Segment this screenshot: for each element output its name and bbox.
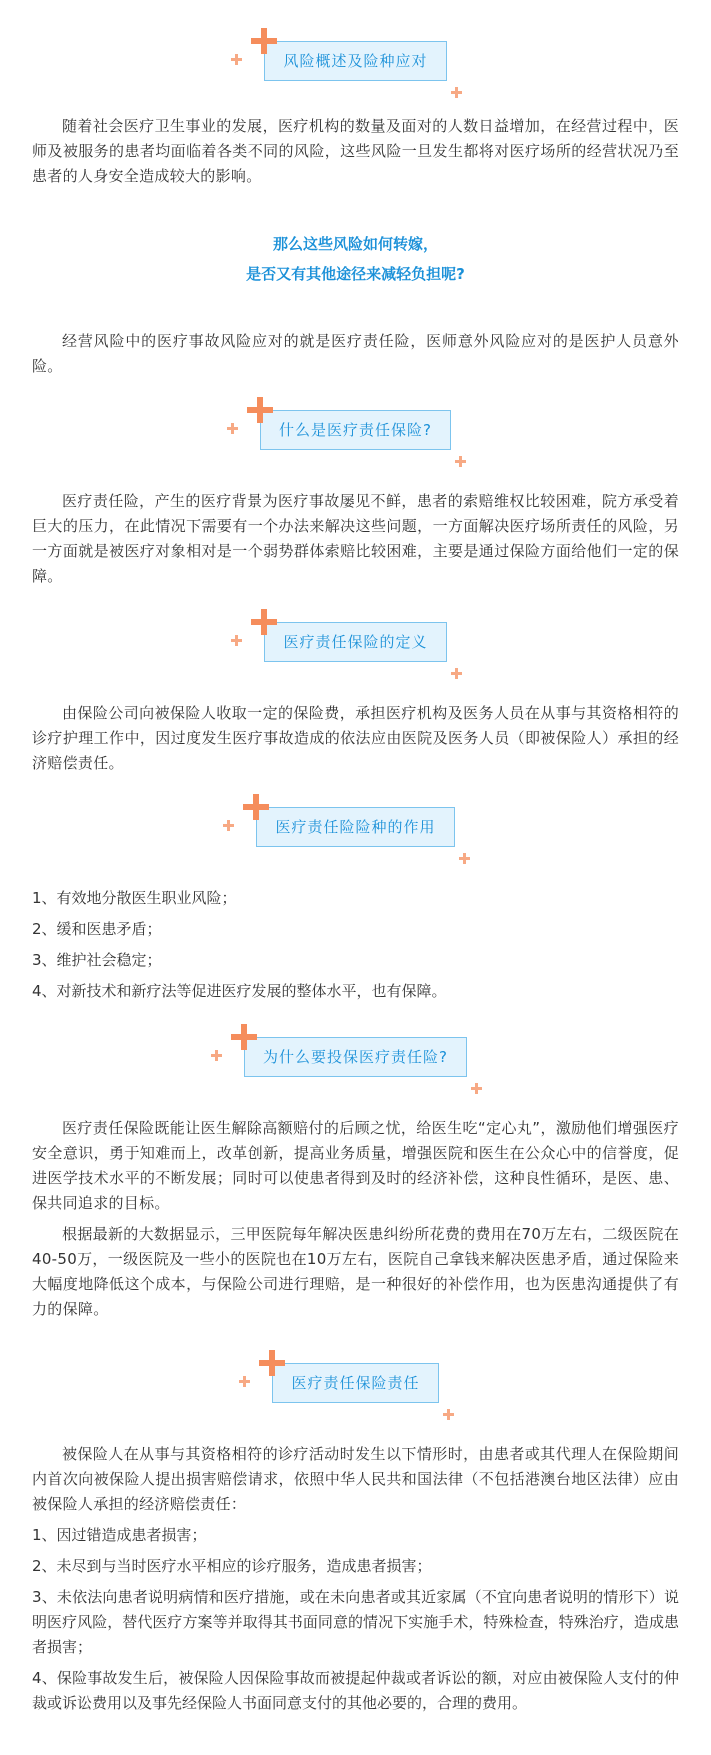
paragraph: 医疗责任保险既能让医生解除高额赔付的后顾之忧，给医生吃“定心丸”，激励他们增强医疗安全意识，勇于知难而上，改革创新，提高业务质量，增强医院和医生在公众心中的信誉度，促进医学技术水平的不断发展；同时可以使患者得到及时的经济补偿，这种良性循环，是医、患、保共同追求的目标。	[32, 1119, 679, 1212]
list-item: 4、保险事故发生后，被保险人因保险事故而被提起仲裁或者诉讼的额，对应由被保险人支付的仲裁或诉讼费用以及事先经保险人书面同意支付的其他必要的，合理的费用。	[32, 1669, 679, 1712]
list-item: 3、未依法向患者说明病情和医疗措施，或在未向患者或其近家属（不宜向患者说明的情形下）说明医疗风险，替代医疗方案等并取得其书面同意的情况下实施手术，特殊检查，特殊治疗，造成患者损害；	[32, 1588, 679, 1656]
plus-icon	[455, 456, 466, 467]
section-heading-box	[260, 410, 451, 450]
plus-icon	[231, 54, 242, 65]
list-item: 2、缓和医患矛盾；	[32, 920, 162, 938]
plus-icon	[239, 1376, 250, 1387]
section-heading-risk-overview	[32, 22, 679, 100]
plus-icon	[223, 820, 234, 831]
plus-icon	[227, 423, 238, 434]
plus-icon	[211, 1050, 222, 1061]
section-heading-box	[256, 807, 454, 847]
paragraph: 由保险公司向被保险人收取一定的保险费，承担医疗机构及医务人员在从事与其资格相符的诊疗护理工作中，因过度发生医疗事故造成的依法应由医院及医务人员（即被保险人）承担的经济赔偿责任。	[32, 704, 679, 772]
plus-icon	[451, 668, 462, 679]
section-heading-definition	[32, 603, 679, 681]
section-title: 风险概述及险种应对	[283, 52, 428, 70]
plus-icon	[231, 1024, 257, 1050]
question-line: 是否又有其他途径来减轻负担呢?	[246, 265, 465, 283]
paragraph: 经营风险中的医疗事故风险应对的就是医疗责任险，医师意外风险应对的是医护人员意外险。	[32, 332, 679, 375]
section-heading-box	[264, 41, 446, 81]
paragraph: 被保险人在从事与其资格相符的诊疗活动时发生以下情形时，由患者或其代理人在保险期间内首次向被保险人提出损害赔偿请求，依照中华人民共和国法律（不包括港澳台地区法律）应由被保险人承担的经济赔偿责任：	[32, 1445, 679, 1513]
section-title: 为什么要投保医疗责任险?	[263, 1048, 448, 1066]
section-heading-box	[244, 1037, 467, 1077]
plus-icon	[451, 87, 462, 98]
plus-icon	[259, 1350, 285, 1376]
section-title: 医疗责任保险的定义	[283, 633, 428, 651]
paragraph: 根据最新的大数据显示，三甲医院每年解决医患纠纷所花费的费用在70万左右，二级医院在40-50万，一级医院及一些小的医院也在10万左右，医院自己拿钱来解决医患矛盾，通过保险来大幅度地降低这个成本，与保险公司进行理赔，是一种很好的补偿作用，也为医患沟通提供了有力的保障。	[32, 1225, 679, 1318]
list-item: 2、未尽到与当时医疗水平相应的诊疗服务，造成患者损害；	[32, 1557, 432, 1575]
section-title: 医疗责任险险种的作用	[275, 818, 436, 836]
section-heading-what-is	[32, 391, 679, 469]
list-item: 4、对新技术和新疗法等促进医疗发展的整体水平，也有保障。	[32, 982, 447, 1000]
section-heading-liability	[32, 1344, 679, 1422]
plus-icon	[247, 397, 273, 423]
plus-icon	[231, 635, 242, 646]
list-item: 1、因过错造成患者损害；	[32, 1526, 207, 1544]
plus-icon	[251, 609, 277, 635]
section-heading-function	[32, 788, 679, 866]
list-item: 1、有效地分散医生职业风险；	[32, 889, 237, 907]
section-heading-why-insure	[32, 1018, 679, 1096]
section-title: 什么是医疗责任保险?	[279, 421, 432, 439]
section-title: 医疗责任保险责任	[291, 1374, 420, 1392]
section-heading-box	[264, 622, 446, 662]
plus-icon	[443, 1409, 454, 1420]
question-line: 那么这些风险如何转嫁，	[272, 235, 438, 253]
plus-icon	[471, 1083, 482, 1094]
paragraph: 医疗责任险，产生的医疗背景为医疗事故屡见不鲜，患者的索赔维权比较困难，院方承受着巨大的压力，在此情况下需要有一个办法来解决这些问题，一方面解决医疗场所责任的风险，另一方面就是被医疗对象相对是一个弱势群体索赔比较困难，主要是通过保险方面给他们一定的保障。	[32, 492, 679, 585]
plus-icon	[243, 794, 269, 820]
plus-icon	[251, 28, 277, 54]
list-item: 3、维护社会稳定；	[32, 951, 162, 969]
section-heading-box	[272, 1363, 438, 1403]
paragraph: 随着社会医疗卫生事业的发展，医疗机构的数量及面对的人数日益增加，在经营过程中，医师及被服务的患者均面临着各类不同的风险，这些风险一旦发生都将对医疗场所的经营状况乃至患者的人身安全造成较大的影响。	[32, 117, 679, 185]
plus-icon	[459, 853, 470, 864]
